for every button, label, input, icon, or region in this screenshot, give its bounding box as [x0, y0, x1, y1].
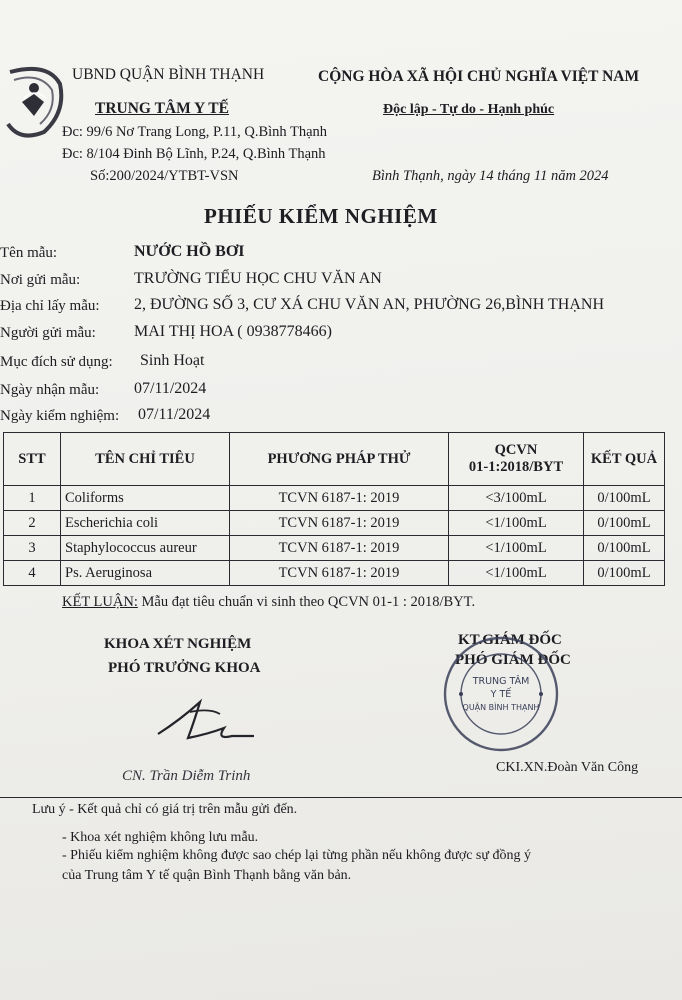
note-line-4: của Trung tâm Y tế quận Bình Thạnh bằng văn bản. — [62, 868, 352, 883]
country-name: CỘNG HÒA XÃ HỘI CHỦ NGHĨA VIỆT NAM — [318, 68, 640, 85]
row-method: TCVN 6187-1: 2019 — [230, 511, 449, 536]
table-row — [4, 511, 665, 536]
col-result: KẾT QUẢ — [584, 433, 665, 486]
table-row — [4, 486, 665, 511]
conclusion-text: Mẫu đạt tiêu chuẩn vi sinh theo QCVN 01-1 : 2018/BYT. — [141, 594, 476, 610]
received-date-value: 07/11/2024 — [134, 380, 207, 397]
row-stt: 3 — [4, 536, 61, 561]
row-limit: <1/100mL — [449, 511, 584, 536]
col-name: TÊN CHỈ TIÊU — [61, 433, 230, 486]
table-row — [4, 536, 665, 561]
row-name: Coliforms — [61, 486, 230, 511]
col-stt: STT — [4, 433, 61, 486]
test-date-value: 07/11/2024 — [138, 406, 211, 423]
table-header-row — [4, 433, 665, 486]
sample-name-label: Tên mẫu: — [0, 245, 58, 261]
submitter-label: Người gửi mẫu: — [0, 325, 96, 341]
row-result: 0/100mL — [584, 486, 665, 511]
note-line-3: - Phiếu kiểm nghiệm không được sao chép lại từng phần nếu không được sự đồng ý — [62, 848, 531, 863]
org-parent: UBND QUẬN BÌNH THẠNH — [72, 66, 265, 83]
sample-address-value: 2, ĐƯỜNG SỐ 3, CƯ XÁ CHU VĂN AN, PHƯỜNG 26,BÌNH THẠNH — [134, 296, 605, 313]
col-qcvn-line2: 01-1:2018/BYT — [468, 459, 564, 475]
received-date-label: Ngày nhận mẫu: — [0, 382, 100, 398]
note-line-1: Lưu ý - Kết quả chỉ có giá trị trên mẫu gửi đến. — [32, 802, 298, 817]
national-motto: Độc lập - Tự do - Hạnh phúc — [383, 102, 555, 117]
org-address-1: Đc: 99/6 Nơ Trang Long, P.11, Q.Bình Thạnh — [62, 124, 328, 140]
row-method: TCVN 6187-1: 2019 — [230, 561, 449, 586]
purpose-value: Sinh Hoạt — [140, 352, 205, 369]
lab-signer-name: CN. Trần Diễm Trinh — [122, 768, 251, 784]
row-stt: 2 — [4, 511, 61, 536]
sample-name-value: NƯỚC HỒ BƠI — [134, 243, 245, 260]
document-title: PHIẾU KIỂM NGHIỆM — [204, 204, 438, 228]
lab-deputy-title: PHÓ TRƯỞNG KHOA — [108, 660, 261, 676]
deputy-director-title: PHÓ GIÁM ĐỐC — [455, 652, 571, 668]
col-method: PHƯƠNG PHÁP THỬ — [230, 433, 449, 486]
sender-value: TRƯỜNG TIỂU HỌC CHU VĂN AN — [134, 270, 382, 287]
col-qcvn — [449, 433, 584, 486]
row-limit: <3/100mL — [449, 486, 584, 511]
row-name: Staphylococcus aureur — [61, 536, 230, 561]
director-title: KT.GIÁM ĐỐC — [458, 632, 562, 648]
row-limit: <1/100mL — [449, 561, 584, 586]
seal-text-1: TRUNG TÂM — [472, 676, 530, 687]
conclusion-label: KẾT LUẬN: — [62, 594, 138, 610]
sender-label: Nơi gửi mẫu: — [0, 272, 81, 288]
conclusion — [62, 594, 475, 611]
row-result: 0/100mL — [584, 511, 665, 536]
submitter-value: MAI THỊ HOA ( 0938778466) — [134, 323, 332, 340]
row-name: Escherichia coli — [61, 511, 230, 536]
org-name-text: TRUNG TÂM Y TẾ — [95, 100, 229, 117]
purpose-label: Mục đích sử dụng: — [0, 354, 113, 370]
issue-date-line: Bình Thạnh, ngày 14 tháng 11 năm 2024 — [372, 168, 609, 184]
row-method: TCVN 6187-1: 2019 — [230, 486, 449, 511]
sample-address-label: Địa chỉ lấy mẫu: — [0, 298, 100, 314]
row-limit: <1/100mL — [449, 536, 584, 561]
notes-divider — [0, 797, 682, 798]
director-signer-name: CKI.XN.Đoàn Văn Công — [496, 760, 639, 775]
official-seal-icon — [441, 634, 561, 754]
seal-text-2: Y TẾ — [490, 689, 512, 700]
lab-signature-icon — [150, 690, 260, 750]
health-center-logo-icon — [0, 62, 64, 140]
row-method: TCVN 6187-1: 2019 — [230, 536, 449, 561]
seal-text-3: QUẬN BÌNH THẠNH — [462, 703, 540, 712]
test-date-label: Ngày kiểm nghiệm: — [0, 408, 120, 424]
document-number: Số:200/2024/YTBT-VSN — [90, 168, 239, 184]
col-qcvn-line1: QCVN — [494, 442, 538, 458]
row-result: 0/100mL — [584, 536, 665, 561]
row-name: Ps. Aeruginosa — [61, 561, 230, 586]
row-result: 0/100mL — [584, 561, 665, 586]
row-stt: 4 — [4, 561, 61, 586]
note-line-2: - Khoa xét nghiệm không lưu mẫu. — [62, 830, 259, 845]
table-row — [4, 561, 665, 586]
org-address-2: Đc: 8/104 Đinh Bộ Lĩnh, P.24, Q.Bình Thạnh — [62, 146, 326, 162]
lab-dept-title: KHOA XÉT NGHIỆM — [104, 636, 252, 652]
org-name — [95, 100, 229, 118]
results-table — [3, 432, 665, 586]
row-stt: 1 — [4, 486, 61, 511]
